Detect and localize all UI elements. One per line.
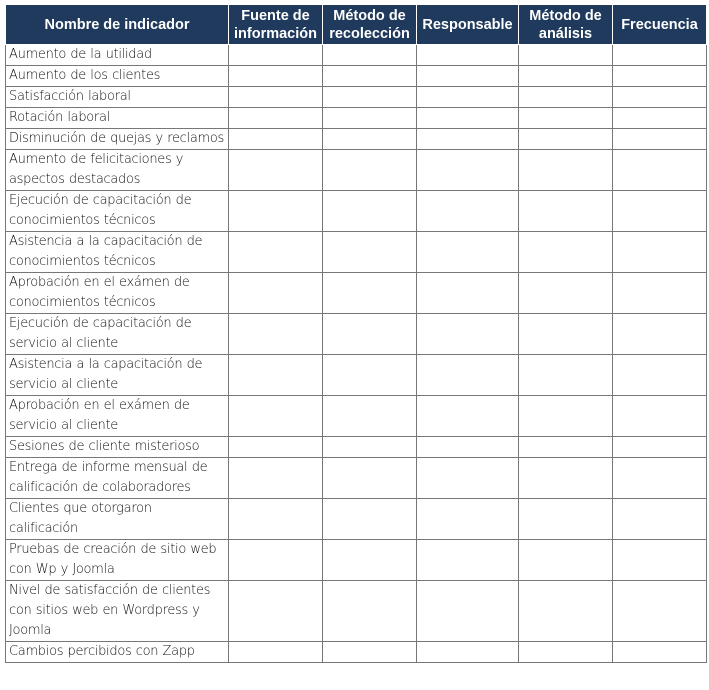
metodo-recoleccion-cell[interactable] bbox=[323, 129, 417, 150]
fuente-cell[interactable] bbox=[229, 273, 323, 314]
header-responsable: Responsable bbox=[417, 5, 519, 45]
metodo-recoleccion-cell[interactable] bbox=[323, 642, 417, 663]
responsable-cell[interactable] bbox=[417, 191, 519, 232]
table-row bbox=[6, 66, 707, 87]
frecuencia-cell[interactable] bbox=[613, 66, 707, 87]
table-row bbox=[6, 437, 707, 458]
metodo-recoleccion-cell[interactable] bbox=[323, 232, 417, 273]
table-row bbox=[6, 396, 707, 437]
responsable-cell[interactable] bbox=[417, 642, 519, 663]
frecuencia-cell[interactable] bbox=[613, 642, 707, 663]
fuente-cell[interactable] bbox=[229, 150, 323, 191]
metodo-analisis-cell[interactable] bbox=[519, 191, 613, 232]
indicator-name-cell: Aumento de felicitaciones y aspectos destacados bbox=[6, 150, 229, 191]
metodo-recoleccion-cell[interactable] bbox=[323, 581, 417, 642]
fuente-cell[interactable] bbox=[229, 45, 323, 66]
metodo-analisis-cell[interactable] bbox=[519, 642, 613, 663]
fuente-cell[interactable] bbox=[229, 232, 323, 273]
table-body bbox=[6, 45, 707, 663]
indicator-name-cell: Aumento de los clientes bbox=[6, 66, 229, 87]
table-row bbox=[6, 45, 707, 66]
frecuencia-cell[interactable] bbox=[613, 581, 707, 642]
indicator-name-cell: Aumento de la utilidad bbox=[6, 45, 229, 66]
metodo-analisis-cell[interactable] bbox=[519, 458, 613, 499]
fuente-cell[interactable] bbox=[229, 314, 323, 355]
metodo-recoleccion-cell[interactable] bbox=[323, 314, 417, 355]
metodo-analisis-cell[interactable] bbox=[519, 45, 613, 66]
header-row bbox=[6, 5, 707, 45]
indicator-name-cell: Entrega de informe mensual de calificación de colaboradores bbox=[6, 458, 229, 499]
fuente-cell[interactable] bbox=[229, 355, 323, 396]
metodo-recoleccion-cell[interactable] bbox=[323, 87, 417, 108]
metodo-analisis-cell[interactable] bbox=[519, 314, 613, 355]
fuente-cell[interactable] bbox=[229, 437, 323, 458]
table-row bbox=[6, 273, 707, 314]
fuente-cell[interactable] bbox=[229, 642, 323, 663]
metodo-analisis-cell[interactable] bbox=[519, 108, 613, 129]
metodo-analisis-cell[interactable] bbox=[519, 66, 613, 87]
indicator-name-cell: Asistencia a la capacitación de servicio al cliente bbox=[6, 355, 229, 396]
header-frecuencia: Frecuencia bbox=[613, 5, 707, 45]
responsable-cell[interactable] bbox=[417, 314, 519, 355]
table-row bbox=[6, 108, 707, 129]
frecuencia-cell[interactable] bbox=[613, 437, 707, 458]
indicator-name-cell: Aprobación en el exámen de servicio al cliente bbox=[6, 396, 229, 437]
fuente-cell[interactable] bbox=[229, 129, 323, 150]
header-metodo-analisis: Método de análisis bbox=[519, 5, 613, 45]
indicator-name-cell: Cambios percibidos con Zapp bbox=[6, 642, 229, 663]
indicator-table-container bbox=[5, 4, 707, 663]
metodo-analisis-cell[interactable] bbox=[519, 581, 613, 642]
frecuencia-cell[interactable] bbox=[613, 150, 707, 191]
frecuencia-cell[interactable] bbox=[613, 355, 707, 396]
indicator-table bbox=[5, 4, 707, 663]
frecuencia-cell[interactable] bbox=[613, 45, 707, 66]
indicator-name-cell: Nivel de satisfacción de clientes con sitios web en Wordpress y Joomla bbox=[6, 581, 229, 642]
responsable-cell[interactable] bbox=[417, 355, 519, 396]
metodo-recoleccion-cell[interactable] bbox=[323, 458, 417, 499]
responsable-cell[interactable] bbox=[417, 150, 519, 191]
metodo-recoleccion-cell[interactable] bbox=[323, 108, 417, 129]
fuente-cell[interactable] bbox=[229, 396, 323, 437]
metodo-analisis-cell[interactable] bbox=[519, 499, 613, 540]
table-row bbox=[6, 642, 707, 663]
frecuencia-cell[interactable] bbox=[613, 191, 707, 232]
frecuencia-cell[interactable] bbox=[613, 458, 707, 499]
frecuencia-cell[interactable] bbox=[613, 314, 707, 355]
metodo-analisis-cell[interactable] bbox=[519, 437, 613, 458]
responsable-cell[interactable] bbox=[417, 66, 519, 87]
frecuencia-cell[interactable] bbox=[613, 273, 707, 314]
fuente-cell[interactable] bbox=[229, 108, 323, 129]
table-row bbox=[6, 150, 707, 191]
table-row bbox=[6, 232, 707, 273]
fuente-cell[interactable] bbox=[229, 581, 323, 642]
metodo-recoleccion-cell[interactable] bbox=[323, 355, 417, 396]
responsable-cell[interactable] bbox=[417, 45, 519, 66]
table-row bbox=[6, 87, 707, 108]
indicator-name-cell: Asistencia a la capacitación de conocimientos técnicos bbox=[6, 232, 229, 273]
metodo-analisis-cell[interactable] bbox=[519, 273, 613, 314]
table-row bbox=[6, 355, 707, 396]
indicator-name-cell: Aprobación en el exámen de conocimientos técnicos bbox=[6, 273, 229, 314]
metodo-recoleccion-cell[interactable] bbox=[323, 396, 417, 437]
header-nombre-indicador: Nombre de indicador bbox=[6, 5, 229, 45]
frecuencia-cell[interactable] bbox=[613, 499, 707, 540]
fuente-cell[interactable] bbox=[229, 87, 323, 108]
metodo-analisis-cell[interactable] bbox=[519, 232, 613, 273]
metodo-recoleccion-cell[interactable] bbox=[323, 191, 417, 232]
table-row bbox=[6, 191, 707, 232]
responsable-cell[interactable] bbox=[417, 499, 519, 540]
indicator-name-cell: Disminución de quejas y reclamos bbox=[6, 129, 229, 150]
metodo-recoleccion-cell[interactable] bbox=[323, 273, 417, 314]
frecuencia-cell[interactable] bbox=[613, 108, 707, 129]
table-row bbox=[6, 129, 707, 150]
table-row bbox=[6, 314, 707, 355]
responsable-cell[interactable] bbox=[417, 540, 519, 581]
metodo-analisis-cell[interactable] bbox=[519, 150, 613, 191]
frecuencia-cell[interactable] bbox=[613, 540, 707, 581]
metodo-analisis-cell[interactable] bbox=[519, 355, 613, 396]
indicator-name-cell: Sesiones de cliente misterioso bbox=[6, 437, 229, 458]
indicator-name-cell: Satisfacción laboral bbox=[6, 87, 229, 108]
metodo-analisis-cell[interactable] bbox=[519, 396, 613, 437]
metodo-recoleccion-cell[interactable] bbox=[323, 540, 417, 581]
fuente-cell[interactable] bbox=[229, 66, 323, 87]
frecuencia-cell[interactable] bbox=[613, 129, 707, 150]
responsable-cell[interactable] bbox=[417, 87, 519, 108]
responsable-cell[interactable] bbox=[417, 581, 519, 642]
responsable-cell[interactable] bbox=[417, 458, 519, 499]
table-row bbox=[6, 499, 707, 540]
header-fuente-informacion: Fuente de información bbox=[229, 5, 323, 45]
metodo-analisis-cell[interactable] bbox=[519, 540, 613, 581]
table-row bbox=[6, 458, 707, 499]
metodo-recoleccion-cell[interactable] bbox=[323, 66, 417, 87]
responsable-cell[interactable] bbox=[417, 129, 519, 150]
metodo-recoleccion-cell[interactable] bbox=[323, 437, 417, 458]
fuente-cell[interactable] bbox=[229, 191, 323, 232]
indicator-name-cell: Pruebas de creación de sitio web con Wp y Joomla bbox=[6, 540, 229, 581]
metodo-recoleccion-cell[interactable] bbox=[323, 45, 417, 66]
indicator-name-cell: Ejecución de capacitación de servicio al cliente bbox=[6, 314, 229, 355]
responsable-cell[interactable] bbox=[417, 108, 519, 129]
frecuencia-cell[interactable] bbox=[613, 396, 707, 437]
metodo-analisis-cell[interactable] bbox=[519, 87, 613, 108]
indicator-name-cell: Rotación laboral bbox=[6, 108, 229, 129]
indicator-name-cell: Clientes que otorgaron calificación bbox=[6, 499, 229, 540]
responsable-cell[interactable] bbox=[417, 437, 519, 458]
responsable-cell[interactable] bbox=[417, 396, 519, 437]
frecuencia-cell[interactable] bbox=[613, 232, 707, 273]
responsable-cell[interactable] bbox=[417, 232, 519, 273]
responsable-cell[interactable] bbox=[417, 273, 519, 314]
fuente-cell[interactable] bbox=[229, 540, 323, 581]
indicator-name-cell: Ejecución de capacitación de conocimientos técnicos bbox=[6, 191, 229, 232]
fuente-cell[interactable] bbox=[229, 458, 323, 499]
metodo-recoleccion-cell[interactable] bbox=[323, 499, 417, 540]
frecuencia-cell[interactable] bbox=[613, 87, 707, 108]
metodo-analisis-cell[interactable] bbox=[519, 129, 613, 150]
header-metodo-recoleccion: Método de recolección bbox=[323, 5, 417, 45]
table-row bbox=[6, 581, 707, 642]
table-row bbox=[6, 540, 707, 581]
metodo-recoleccion-cell[interactable] bbox=[323, 150, 417, 191]
fuente-cell[interactable] bbox=[229, 499, 323, 540]
